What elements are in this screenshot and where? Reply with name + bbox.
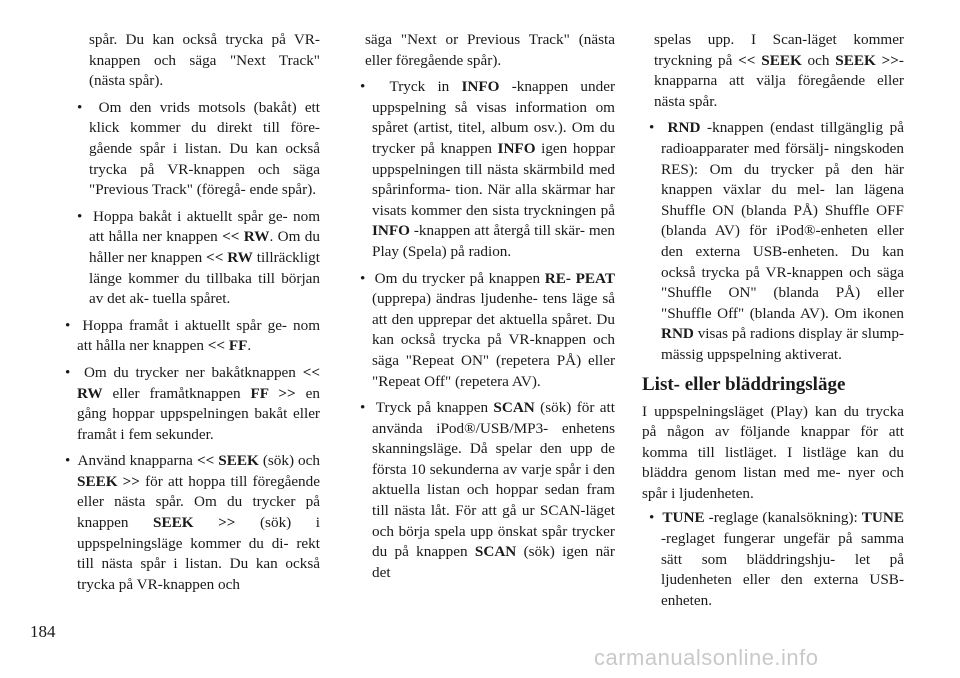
list-item: [58, 98, 320, 201]
text: eller framåtknappen: [102, 384, 251, 402]
list-item: [642, 118, 904, 365]
button-name: RND: [661, 325, 694, 343]
button-name: << FF: [207, 337, 248, 355]
button-name: INFO: [372, 222, 410, 240]
bullet-icon: •: [65, 363, 71, 381]
text: igen hoppar uppspelningen till nästa skärmbild med spårinforma- tion. När alla skärmar har visats kommer den sista tryckningen på: [372, 139, 615, 219]
bullet-icon: •: [649, 509, 655, 527]
text: -knapparna att välja föregående eller nästa spår.: [654, 51, 904, 110]
text: Om du trycker ner bakåtknappen: [83, 363, 303, 381]
button-name: << RW: [222, 228, 270, 246]
button-name: SEEK >>: [835, 51, 899, 69]
text: Hoppa bakåt i aktuellt spår ge- nom att hålla ner knappen: [89, 207, 321, 246]
paragraph: [642, 30, 904, 112]
footer-watermark: carmanualsonline.info: [594, 645, 819, 670]
text: -knappen (endast tillgänglig på radioapparater med försälj- ningskoden RES): Om du trycker på den här knappen växlar du mel- lan lägena Shuffle ON (blanda PÅ) Shuffle OFF (blanda AV) för iPod®-enheten eller den externa USB-enheten. Du kan också trycka på VR-knappen och säga "Shuffle ON" (blanda PÅ) eller "Shuffle Off" (blanda AV). Om ikonen: [661, 119, 905, 322]
list-item: [58, 363, 320, 445]
text: Använd knapparna: [77, 452, 197, 470]
bullet-icon: •: [360, 399, 366, 417]
list-item: [58, 451, 320, 595]
paragraph: [642, 402, 904, 505]
text: (upprepa) ändras ljudenhe- tens läge så att den upprepar det aktuella spåret. Du kan också trycka på VR-knappen och säga "Repeat ON" (repetera PÅ) eller "Repeat Off" (repetera AV).: [372, 290, 615, 390]
text: I uppspelningsläget (Play) kan du trycka på någon av följande knappar för att komma till listläget. I listläge kan du bläddra genom listan med me- nyer och spår i ljudenheten.: [642, 402, 904, 502]
paragraph: [58, 30, 320, 92]
text: spelas upp. I Scan-läget kommer tryckning på: [654, 31, 904, 69]
text: (sök) igen när det: [372, 543, 615, 581]
button-name: << SEEK: [196, 452, 259, 470]
text: Om den vrids motsols (bakåt) ett klick kommer du direkt till före- gående spår i listan. Du kan också trycka på VR-knappen och säga "Previous Track" (föregå- ende spår).: [89, 98, 321, 199]
text: en gång hoppar uppspelningen bakåt eller framåt i fem sekunder.: [77, 384, 320, 443]
text: -knappen att återgå till skär- men Play (Spela) på radion.: [372, 222, 615, 260]
list-item: [353, 269, 615, 393]
text: visas på radions display är slump- mässig uppspelning aktiverat.: [661, 325, 904, 363]
page-number: 184: [30, 622, 56, 641]
text: Om du trycker på knappen: [374, 269, 545, 287]
text: (sök) och: [258, 452, 320, 470]
button-name: SEEK >>: [153, 514, 236, 532]
bullet-icon: •: [77, 98, 83, 116]
bullet-icon: •: [360, 269, 366, 287]
button-name: << RW: [77, 363, 320, 402]
list-item: [353, 77, 615, 262]
column-middle: [353, 30, 615, 589]
bullet-icon: •: [65, 452, 71, 470]
button-name: SCAN: [493, 399, 535, 417]
button-name: TUNE: [861, 509, 904, 527]
text: -reglage (kanalsökning):: [704, 509, 862, 527]
text: för att hoppa till föregående eller nästa spår. Om du trycker på knappen: [77, 472, 320, 532]
list-item: [58, 316, 320, 357]
button-name: << RW: [206, 248, 253, 266]
list-item: [58, 207, 320, 310]
button-name: INFO: [497, 139, 536, 157]
bullet-icon: •: [65, 316, 71, 334]
text: spår. Du kan också trycka på VR-knappen och säga "Next Track" (nästa spår).: [89, 31, 320, 90]
text: Tryck in: [389, 78, 462, 96]
bullet-icon: •: [360, 78, 366, 96]
text: Tryck på knappen: [375, 399, 494, 417]
text: tillräckligt länge kommer du tillbaka till början av det ak- tuella spåret.: [89, 248, 320, 308]
bullet-icon: •: [649, 119, 655, 137]
text: (sök) i uppspelningsläge kommer du di- rekt till nästa spår i listan. Du kan också trycka på VR-knappen och: [77, 514, 321, 593]
button-name: TUNE: [662, 509, 705, 527]
text: -knappen under uppspelning så visas information om spåret (artist, titel, album osv.). Om du trycker på knappen: [372, 78, 615, 157]
button-name: << SEEK: [738, 51, 802, 69]
button-name: SEEK >>: [77, 472, 140, 490]
column-left: [58, 30, 320, 601]
text: . Om du håller ner knappen: [89, 228, 320, 266]
button-name: RE- PEAT: [544, 269, 615, 287]
text: -reglaget fungerar ungefär på samma sätt som bläddringshju- let på ljudenheten eller den externa USB-enheten.: [661, 530, 904, 609]
text: och: [801, 51, 836, 69]
button-name: RND: [667, 119, 701, 137]
text: Hoppa framåt i aktuellt spår ge- nom att hålla ner knappen: [77, 316, 321, 355]
text: .: [247, 337, 252, 355]
button-name: SCAN: [474, 543, 517, 561]
paragraph: [353, 30, 615, 71]
button-name: INFO: [461, 78, 500, 96]
text: (sök) för att använda iPod®/USB/MP3- enhetens skanningsläge. Då spelar den upp de första 10 sekunderna av varje spår i den aktuella listan och hoppar sedan fram till nästa låt. För att gå ur SCAN-läget och börja spela upp önskat spår trycker du på knappen: [372, 399, 615, 561]
list-item: [353, 398, 615, 583]
button-name: FF >>: [250, 384, 296, 402]
section-heading: List- eller bläddringsläge: [642, 373, 846, 395]
column-right: [642, 30, 904, 617]
list-item: [642, 508, 904, 611]
text: säga "Next or Previous Track" (nästa eller föregående spår).: [365, 31, 615, 69]
bullet-icon: •: [77, 207, 83, 225]
